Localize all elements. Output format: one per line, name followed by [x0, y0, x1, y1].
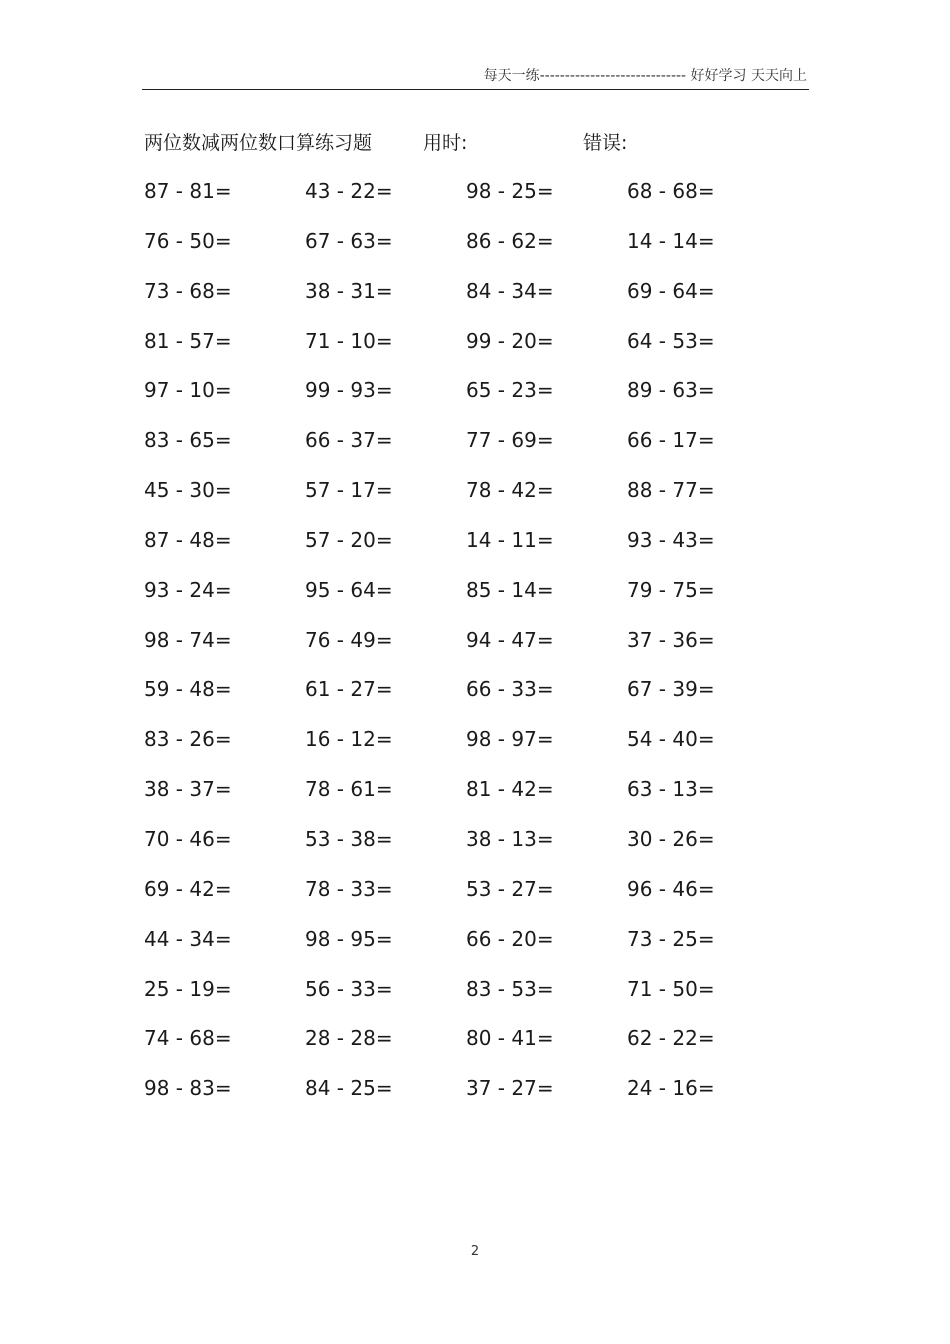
problem-item: 95 - 64= [305, 577, 393, 602]
problem-row [144, 475, 788, 525]
problem-item: 81 - 42= [466, 777, 554, 802]
problem-row [144, 674, 788, 724]
problem-item: 38 - 31= [305, 278, 393, 303]
problem-item: 83 - 65= [144, 428, 232, 453]
problem-item: 14 - 11= [466, 527, 554, 552]
problem-item: 66 - 20= [466, 926, 554, 951]
problem-item: 16 - 12= [305, 727, 393, 752]
problem-item: 38 - 13= [466, 826, 554, 851]
problem-item: 65 - 23= [466, 378, 554, 403]
problem-item: 98 - 95= [305, 926, 393, 951]
problem-item: 28 - 28= [305, 1026, 393, 1051]
problem-item: 76 - 49= [305, 627, 393, 652]
problem-item: 93 - 43= [627, 527, 715, 552]
problem-item: 71 - 10= [305, 328, 393, 353]
problem-row [144, 226, 788, 276]
problem-row [144, 375, 788, 425]
problem-row [144, 924, 788, 974]
problem-grid [144, 176, 788, 1123]
problem-item: 37 - 36= [627, 627, 715, 652]
problem-row [144, 425, 788, 475]
problem-item: 63 - 13= [627, 777, 715, 802]
problem-item: 84 - 25= [305, 1076, 393, 1101]
problem-item: 83 - 53= [466, 976, 554, 1001]
problem-item: 57 - 17= [305, 478, 393, 503]
problem-item: 24 - 16= [627, 1076, 715, 1101]
problem-item: 99 - 20= [466, 328, 554, 353]
problem-item: 37 - 27= [466, 1076, 554, 1101]
problem-item: 80 - 41= [466, 1026, 554, 1051]
problem-item: 57 - 20= [305, 527, 393, 552]
problem-item: 76 - 50= [144, 228, 232, 253]
problem-item: 67 - 63= [305, 228, 393, 253]
page-header [142, 64, 809, 90]
problem-item: 78 - 33= [305, 876, 393, 901]
problem-item: 64 - 53= [627, 328, 715, 353]
problem-row [144, 874, 788, 924]
problem-item: 30 - 26= [627, 826, 715, 851]
problem-item: 53 - 27= [466, 876, 554, 901]
problem-item: 66 - 33= [466, 677, 554, 702]
header-text: 每天一练----------------------------- 好好学习 天天向上 [483, 68, 807, 84]
problem-item: 67 - 39= [627, 677, 715, 702]
problem-row [144, 774, 788, 824]
problem-item: 59 - 48= [144, 677, 232, 702]
problem-item: 44 - 34= [144, 926, 232, 951]
problem-item: 43 - 22= [305, 179, 393, 203]
problem-row [144, 1073, 788, 1123]
problem-item: 70 - 46= [144, 826, 232, 851]
problem-row [144, 176, 788, 226]
problem-item: 86 - 62= [466, 228, 554, 253]
problem-item: 73 - 25= [627, 926, 715, 951]
problem-item: 69 - 42= [144, 876, 232, 901]
worksheet-title: 两位数减两位数口算练习题 [144, 132, 373, 154]
problem-item: 66 - 37= [305, 428, 393, 453]
problem-item: 54 - 40= [627, 727, 715, 752]
problem-row [144, 824, 788, 874]
problem-item: 88 - 77= [627, 478, 715, 503]
problem-item: 98 - 83= [144, 1076, 232, 1101]
problem-item: 68 - 68= [627, 179, 715, 203]
problem-item: 99 - 93= [305, 378, 393, 403]
problem-item: 87 - 81= [144, 179, 232, 203]
problem-item: 79 - 75= [627, 577, 715, 602]
problem-item: 98 - 74= [144, 627, 232, 652]
problem-item: 62 - 22= [627, 1026, 715, 1051]
problem-item: 84 - 34= [466, 278, 554, 303]
title-row [0, 128, 950, 158]
problem-item: 78 - 42= [466, 478, 554, 503]
error-label: 错误: [583, 132, 628, 154]
problem-item: 77 - 69= [466, 428, 554, 453]
problem-item: 71 - 50= [627, 976, 715, 1001]
time-label: 用时: [423, 132, 468, 154]
problem-row [144, 625, 788, 675]
problem-item: 85 - 14= [466, 577, 554, 602]
problem-item: 97 - 10= [144, 378, 232, 403]
problem-item: 61 - 27= [305, 677, 393, 702]
problem-item: 89 - 63= [627, 378, 715, 403]
page-number: 2 [470, 1244, 480, 1259]
problem-item: 98 - 25= [466, 179, 554, 203]
problem-row [144, 326, 788, 376]
problem-row [144, 575, 788, 625]
problem-item: 73 - 68= [144, 278, 232, 303]
problem-item: 56 - 33= [305, 976, 393, 1001]
problem-item: 69 - 64= [627, 278, 715, 303]
problem-item: 87 - 48= [144, 527, 232, 552]
problem-item: 83 - 26= [144, 727, 232, 752]
problem-row [144, 724, 788, 774]
problem-row [144, 276, 788, 326]
problem-row [144, 525, 788, 575]
problem-row [144, 974, 788, 1024]
problem-row [144, 1023, 788, 1073]
problem-item: 81 - 57= [144, 328, 232, 353]
problem-item: 74 - 68= [144, 1026, 232, 1051]
problem-item: 78 - 61= [305, 777, 393, 802]
problem-item: 14 - 14= [627, 228, 715, 253]
problem-item: 66 - 17= [627, 428, 715, 453]
problem-item: 38 - 37= [144, 777, 232, 802]
problem-item: 94 - 47= [466, 627, 554, 652]
problem-item: 98 - 97= [466, 727, 554, 752]
problem-item: 93 - 24= [144, 577, 232, 602]
problem-item: 25 - 19= [144, 976, 232, 1001]
problem-item: 45 - 30= [144, 478, 232, 503]
problem-item: 96 - 46= [627, 876, 715, 901]
problem-item: 53 - 38= [305, 826, 393, 851]
